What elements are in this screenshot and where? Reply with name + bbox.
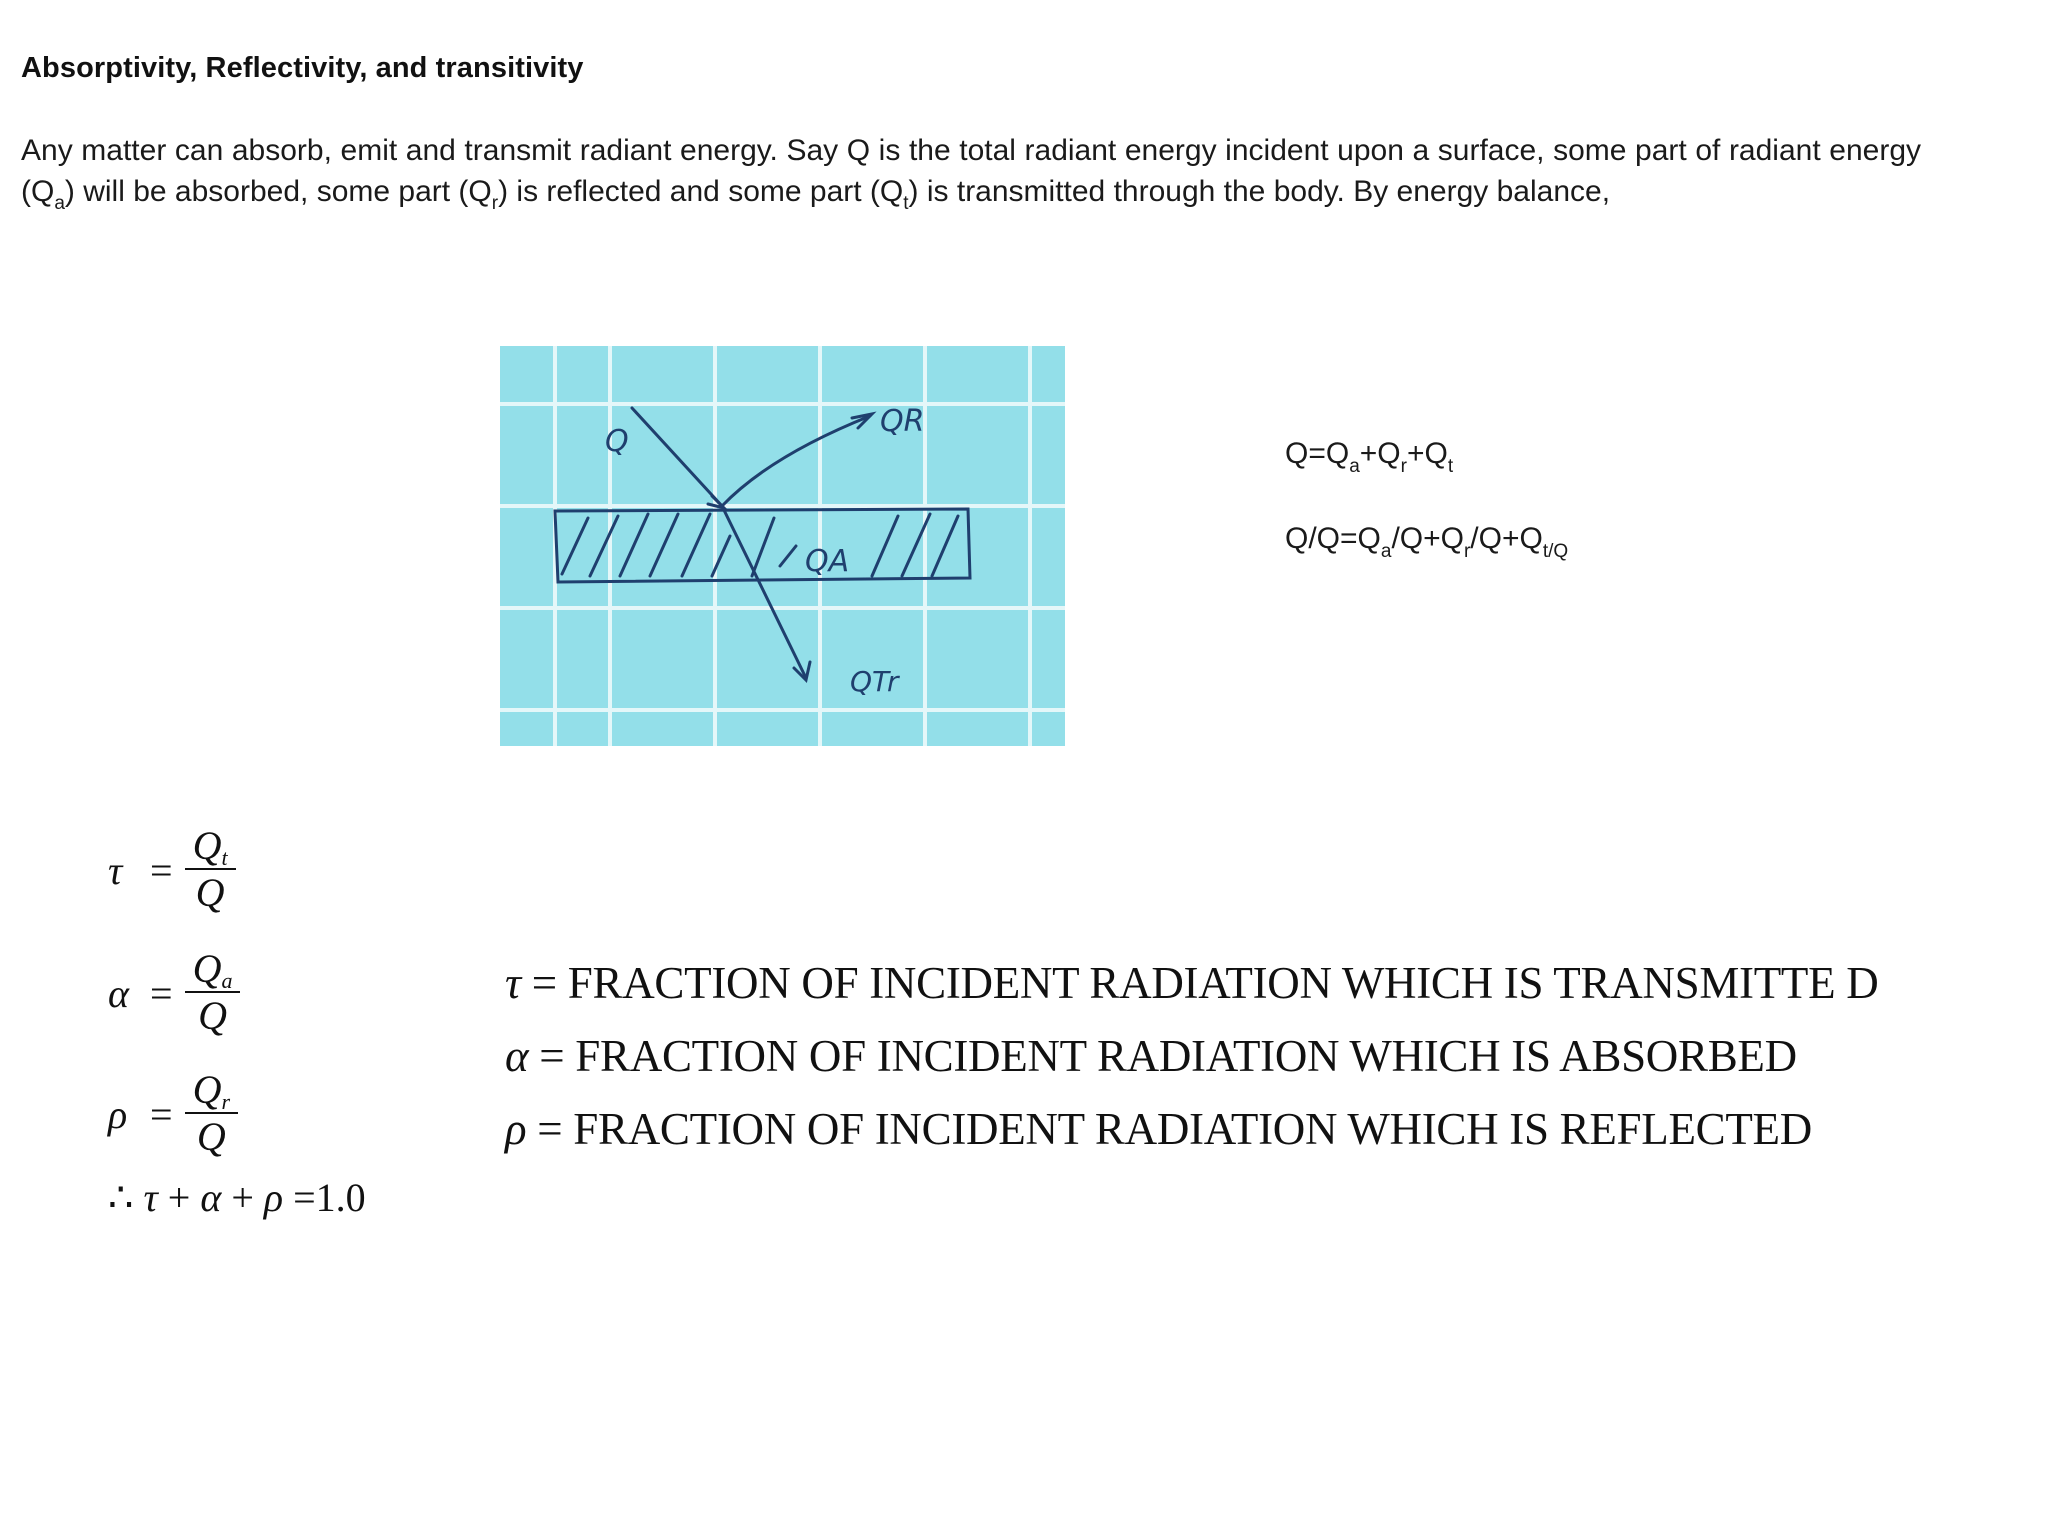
absorbed-label: QA (805, 544, 850, 579)
sum-equation (108, 1174, 366, 1221)
definition-text: = FRACTION OF INCIDENT RADIATION WHICH IS REFLECTED (537, 1104, 1812, 1154)
rho-symbol: ρ (263, 1175, 284, 1220)
tau-symbol: τ (143, 1175, 158, 1220)
equals-sign: = (150, 1091, 173, 1137)
numerator: $Q_a$ (185, 947, 241, 993)
paragraph-text: ) is reflected and some part (Q (498, 175, 904, 208)
subscript: a (54, 193, 65, 214)
paragraph-text: Any matter can absorb, emit and transmit radiant energy. Say Q is the total radiant energy incident upon a surface, some part of radiant energy (Q (21, 134, 1921, 208)
denominator: Q (196, 1114, 226, 1159)
reflected-label: QR (880, 404, 925, 439)
rho-symbol: ρ (505, 1104, 527, 1154)
subscript: t (903, 193, 909, 214)
tau-symbol: τ (505, 958, 521, 1008)
definition-rho (505, 1103, 1812, 1155)
alpha-symbol: α (200, 1175, 222, 1220)
therefore-symbol: ∴ (108, 1175, 134, 1220)
alpha-symbol: α (108, 970, 129, 1016)
transmitted-label: QTr (850, 665, 899, 698)
tau-symbol: τ (108, 847, 123, 893)
alpha-fraction (108, 943, 240, 1043)
alpha-symbol: α (505, 1031, 529, 1081)
definition-tau (505, 957, 1878, 1009)
rho-symbol: ρ (108, 1091, 128, 1137)
plus-sign: + (231, 1175, 254, 1220)
denominator: Q (198, 993, 227, 1038)
paragraph-text: ) is transmitted through the body. By energy balance, (908, 175, 1611, 208)
equals-sign: = (150, 847, 173, 893)
radiation-sketch (500, 346, 1065, 746)
page-title: Absorptivity, Reflectivity, and transitivity (21, 52, 584, 84)
fraction (185, 824, 236, 916)
balance-equation-2: $Q/Q=Q_a/Q+Q_r/Q+Q_{t/Q}$ (1285, 522, 1569, 562)
equals-sign: = (293, 1175, 316, 1220)
numerator: $Q_t$ (185, 824, 236, 870)
definition-alpha (505, 1030, 1797, 1082)
numerator: $Q_r$ (185, 1068, 238, 1114)
incident-label: Q (605, 424, 629, 459)
fraction (185, 1068, 238, 1160)
subscript: r (491, 193, 499, 214)
paragraph-text: ) will be absorbed, some part (Q (64, 175, 492, 208)
sum-value: 1.0 (315, 1175, 366, 1220)
intro-paragraph (21, 130, 1921, 212)
equals-sign: = (150, 970, 173, 1016)
plus-sign: + (167, 1175, 191, 1220)
definition-text: = FRACTION OF INCIDENT RADIATION WHICH IS TRANSMITTE D (531, 958, 1879, 1008)
definition-text: = FRACTION OF INCIDENT RADIATION WHICH IS ABSORBED (539, 1031, 1797, 1081)
tau-fraction (108, 820, 236, 920)
balance-equation-1: $Q=Q_a+Q_r+Q_t$ (1285, 437, 1454, 477)
denominator: Q (195, 870, 225, 915)
rho-fraction (108, 1064, 238, 1164)
fraction (185, 947, 241, 1039)
